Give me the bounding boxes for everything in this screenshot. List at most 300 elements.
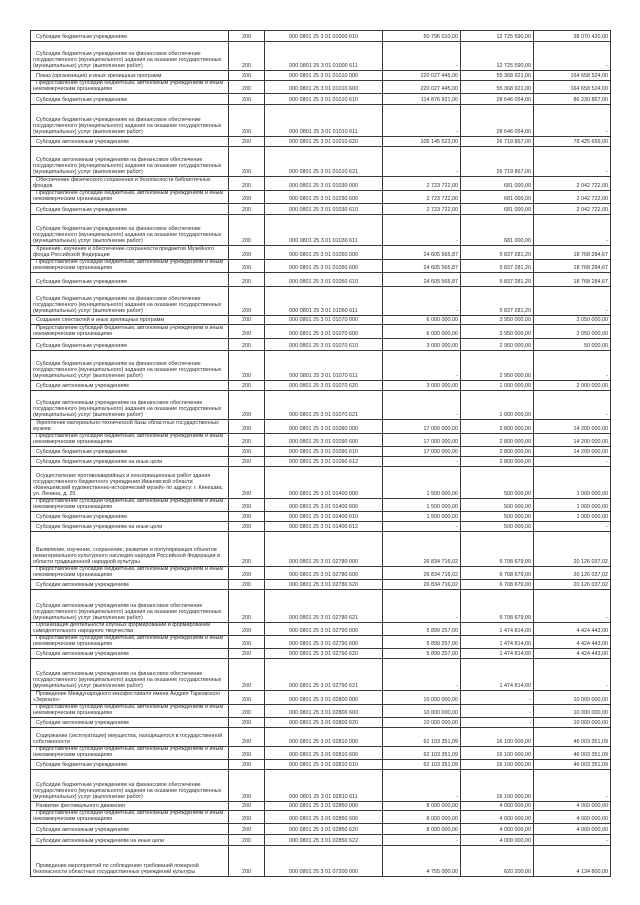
row-description: Субсидии бюджетным учреждениям xyxy=(36,34,127,40)
row-classification-code: 000 0801 25 3 01 07200 000 xyxy=(289,869,358,875)
row-section-code: 200 xyxy=(242,86,251,92)
row-amount-total-cell xyxy=(383,532,461,566)
row-section-code: 200 xyxy=(242,794,251,800)
row-amount-first: 12 725 590,00 xyxy=(496,63,531,69)
row-section-code-cell xyxy=(229,351,265,380)
row-amount-total-cell xyxy=(383,420,461,433)
table-row xyxy=(31,177,611,191)
row-description-cell xyxy=(31,325,229,338)
row-amount-first-cell xyxy=(461,351,534,380)
row-amount-total-cell xyxy=(383,260,461,272)
row-amount-first-cell xyxy=(461,522,534,531)
row-description-cell xyxy=(31,467,229,498)
row-amount-total: 1 500 000,00 xyxy=(426,504,458,510)
table-row xyxy=(31,246,611,260)
table-row xyxy=(31,532,611,567)
row-classification-code: 000 0801 25 3 01 01010 600 xyxy=(289,86,358,92)
row-amount-first: 6 708 679,00 xyxy=(499,559,531,565)
row-classification-code-cell xyxy=(265,71,383,80)
row-section-code-cell xyxy=(229,215,265,245)
row-amount-total-cell xyxy=(383,718,461,727)
row-amount-total-cell xyxy=(383,590,461,622)
row-classification-code: 000 0801 25 3 01 01070 611 xyxy=(289,373,358,379)
row-classification-code: 000 0801 25 3 01 01030 000 xyxy=(289,183,358,189)
row-description-cell xyxy=(31,339,229,350)
row-description: Организация деятельности клубных формирований и формирований самодеятельного народного творчества xyxy=(33,623,211,634)
row-amount-first-cell xyxy=(461,94,534,104)
row-section-code-cell xyxy=(229,705,265,717)
row-amount-total: 3 000 000,00 xyxy=(426,343,458,349)
row-description: Предоставление субсидий бюджетным, автономным учреждениям и иным некоммерческим организациям xyxy=(33,747,224,758)
table-row xyxy=(31,191,611,204)
row-description: Предоставление субсидий бюджетным, автономным учреждениям и иным некоммерческим организациям xyxy=(33,191,224,202)
row-amount-first-cell xyxy=(461,835,534,845)
row-description: Субсидии бюджетным учреждениям на иные цели xyxy=(36,459,163,465)
row-amount-second-cell xyxy=(534,147,611,176)
row-amount-second-cell xyxy=(534,590,611,622)
row-classification-code-cell xyxy=(265,287,383,315)
row-amount-first-cell xyxy=(461,567,534,579)
row-section-code: 200 xyxy=(242,207,251,213)
row-amount-first: 26 719 867,00 xyxy=(496,169,531,175)
table-row xyxy=(31,623,611,636)
row-amount-second: 10 000 000,00 xyxy=(573,710,608,716)
row-amount-total: 26 834 716,02 xyxy=(423,582,458,588)
row-amount-second: 10 000 000,00 xyxy=(573,697,608,703)
table-row xyxy=(31,260,611,273)
row-amount-first: 681 000,00 xyxy=(504,196,531,202)
table-row xyxy=(31,381,611,391)
row-amount-total-cell xyxy=(383,215,461,245)
row-classification-code-cell xyxy=(265,835,383,845)
table-row xyxy=(31,339,611,351)
table-row xyxy=(31,137,611,147)
row-amount-first-cell xyxy=(461,636,534,648)
row-description-cell xyxy=(31,147,229,176)
row-amount-total: - xyxy=(456,683,458,689)
row-amount-second-cell xyxy=(534,42,611,70)
row-amount-total: - xyxy=(456,63,458,69)
row-section-code: 200 xyxy=(242,238,251,244)
row-amount-first: 5 837 281,20 xyxy=(499,308,531,314)
row-amount-first: 681 000,00 xyxy=(504,207,531,213)
row-section-code-cell xyxy=(229,137,265,146)
row-classification-code-cell xyxy=(265,499,383,511)
row-amount-total: 5 899 257,00 xyxy=(426,651,458,657)
row-classification-code: 000 0801 25 3 01 02780 000 xyxy=(289,559,358,565)
row-description-cell xyxy=(31,177,229,190)
row-description-cell xyxy=(31,457,229,466)
row-amount-total: 220 027 445,00 xyxy=(420,73,458,79)
row-amount-total-cell xyxy=(383,42,461,70)
row-amount-second: 14 200 000,00 xyxy=(573,449,608,455)
row-amount-second: 1 000 000,00 xyxy=(576,504,608,510)
row-description-cell xyxy=(31,770,229,801)
row-amount-first: 12 725 590,00 xyxy=(496,34,531,40)
row-description: Субсидии бюджетным учреждениям xyxy=(36,449,127,455)
row-amount-total-cell xyxy=(383,434,461,446)
row-amount-first-cell xyxy=(461,339,534,350)
row-amount-total: - xyxy=(456,308,458,314)
row-description: Предоставление субсидий бюджетным, автономным учреждениям и иным некоммерческим организациям xyxy=(33,260,224,271)
row-amount-second-cell xyxy=(534,760,611,769)
row-description-cell xyxy=(31,835,229,845)
row-amount-second: - xyxy=(606,459,608,465)
table-row xyxy=(31,580,611,590)
row-classification-code-cell xyxy=(265,273,383,286)
row-classification-code: 000 0801 25 3 01 01010 621 xyxy=(289,169,358,175)
row-amount-first-cell xyxy=(461,718,534,727)
row-amount-first-cell xyxy=(461,325,534,338)
row-section-code-cell xyxy=(229,381,265,390)
row-section-code: 200 xyxy=(242,34,251,40)
row-amount-total-cell xyxy=(383,522,461,531)
row-description-cell xyxy=(31,381,229,390)
row-amount-first: 28 646 054,00 xyxy=(496,97,531,103)
row-classification-code: 000 0801 25 3 01 02850 622 xyxy=(289,838,358,844)
row-amount-first-cell xyxy=(461,447,534,456)
row-section-code: 200 xyxy=(242,317,251,323)
row-section-code-cell xyxy=(229,811,265,823)
row-section-code-cell xyxy=(229,434,265,446)
row-amount-first-cell xyxy=(461,273,534,286)
row-section-code-cell xyxy=(229,747,265,759)
row-amount-total-cell xyxy=(383,580,461,589)
row-amount-second-cell xyxy=(534,659,611,690)
row-section-code-cell xyxy=(229,204,265,214)
row-section-code: 200 xyxy=(242,838,251,844)
row-section-code-cell xyxy=(229,339,265,350)
row-classification-code-cell xyxy=(265,447,383,456)
row-classification-code-cell xyxy=(265,636,383,648)
row-amount-total: 114 876 921,00 xyxy=(420,97,458,103)
table-row xyxy=(31,835,611,846)
row-classification-code-cell xyxy=(265,532,383,566)
row-classification-code-cell xyxy=(265,215,383,245)
row-amount-first: 620 200,00 xyxy=(504,869,531,875)
row-amount-first: - xyxy=(529,697,531,703)
table-row xyxy=(31,567,611,580)
row-amount-total-cell xyxy=(383,747,461,759)
row-amount-first: - xyxy=(529,720,531,726)
row-amount-total: 62 103 351,09 xyxy=(423,762,458,768)
row-amount-first: 26 719 867,00 xyxy=(496,139,531,145)
row-description: Развитие фестивального движения xyxy=(36,803,125,809)
row-amount-first: 3 950 000,00 xyxy=(499,331,531,337)
row-classification-code: 000 0801 25 3 01 02780 621 xyxy=(289,615,358,621)
row-amount-first-cell xyxy=(461,659,534,690)
row-description: Субсидии бюджетным учреждениям на финансовое обеспечение государственного (муниципального) задания на оказание государственных (муниципальных) услуг (выполнение работ) xyxy=(33,117,222,135)
row-section-code: 200 xyxy=(242,491,251,497)
table-row xyxy=(31,105,611,137)
row-amount-first: 500 000,00 xyxy=(504,514,531,520)
row-classification-code-cell xyxy=(265,623,383,635)
row-description: Субсидии автономным учреждениям на финансовое обеспечение государственного (муниципального) задания на оказание государственных (муниципальных) услуг (выполнение работ) xyxy=(33,157,222,175)
row-description-cell xyxy=(31,691,229,704)
row-amount-total: 50 796 010,00 xyxy=(423,34,458,40)
row-amount-second-cell xyxy=(534,457,611,466)
row-section-code: 200 xyxy=(242,514,251,520)
row-section-code-cell xyxy=(229,659,265,690)
row-amount-second-cell xyxy=(534,287,611,315)
row-amount-total: - xyxy=(456,238,458,244)
row-classification-code: 000 0801 25 3 01 02790 600 xyxy=(289,641,358,647)
row-description: Предоставление субсидий бюджетным, автономным учреждениям и иным некоммерческим организациям xyxy=(33,81,224,92)
row-amount-total-cell xyxy=(383,811,461,823)
row-classification-code: 000 0801 25 3 01 01400 612 xyxy=(289,524,358,530)
row-section-code-cell xyxy=(229,649,265,658)
row-amount-second: 4 424 443,00 xyxy=(576,641,608,647)
row-amount-total-cell xyxy=(383,567,461,579)
row-amount-total-cell xyxy=(383,835,461,845)
row-amount-total-cell xyxy=(383,191,461,203)
row-description: Субсидии бюджетным учреждениям на финансовое обеспечение государственного (муниципального) задания на оказание государственных (муниципальных) услуг (выполнение работ) xyxy=(33,361,222,379)
row-classification-code: 000 0801 25 3 01 02800 000 xyxy=(289,697,358,703)
row-amount-second: 78 425 656,00 xyxy=(573,139,608,145)
row-amount-total: - xyxy=(456,169,458,175)
row-description-cell xyxy=(31,420,229,433)
row-classification-code: 000 0801 25 3 01 02850 620 xyxy=(289,827,358,833)
row-amount-first: 500 000,00 xyxy=(504,504,531,510)
row-classification-code-cell xyxy=(265,147,383,176)
row-section-code-cell xyxy=(229,273,265,286)
row-description: Субсидии автономным учреждениям xyxy=(36,720,129,726)
row-section-code: 200 xyxy=(242,265,251,271)
row-description-cell xyxy=(31,512,229,521)
row-amount-second-cell xyxy=(534,391,611,419)
row-amount-second: - xyxy=(606,794,608,800)
row-amount-second: 50 000,00 xyxy=(584,343,608,349)
row-amount-second: 4 424 443,00 xyxy=(576,651,608,657)
row-classification-code-cell xyxy=(265,137,383,146)
row-amount-total-cell xyxy=(383,273,461,286)
row-description: Содержание (эксплуатация) имущества, находящегося в государственной собственности xyxy=(33,733,223,745)
row-description: Показ (организация) и иных зрелищных программ xyxy=(36,73,162,79)
row-classification-code-cell xyxy=(265,691,383,704)
row-section-code-cell xyxy=(229,71,265,80)
row-description: Укрепление материально-технической базы областных государственных музеев xyxy=(33,420,219,432)
row-amount-second: 10 000 000,00 xyxy=(573,720,608,726)
row-amount-total-cell xyxy=(383,246,461,259)
row-section-code-cell xyxy=(229,760,265,769)
row-classification-code-cell xyxy=(265,420,383,433)
row-amount-second-cell xyxy=(534,567,611,579)
row-classification-code: 000 0801 25 3 01 01070 000 xyxy=(289,317,358,323)
row-amount-total-cell xyxy=(383,177,461,190)
table-row xyxy=(31,846,611,877)
row-section-code: 200 xyxy=(242,343,251,349)
row-amount-total-cell xyxy=(383,316,461,324)
row-description-cell xyxy=(31,215,229,245)
row-amount-second: 4 134 800,00 xyxy=(576,869,608,875)
row-amount-second: - xyxy=(606,412,608,418)
row-amount-total: 3 000 000,00 xyxy=(426,383,458,389)
row-amount-second: - xyxy=(606,683,608,689)
row-classification-code: 000 0801 25 3 01 01090 000 xyxy=(289,426,358,432)
row-amount-total: 5 899 257,00 xyxy=(426,641,458,647)
row-classification-code-cell xyxy=(265,434,383,446)
row-section-code-cell xyxy=(229,191,265,203)
row-classification-code: 000 0801 25 3 01 02800 600 xyxy=(289,710,358,716)
row-amount-first-cell xyxy=(461,137,534,146)
row-amount-first-cell xyxy=(461,215,534,245)
row-section-code: 200 xyxy=(242,439,251,445)
row-description: Субсидии бюджетным учреждениям xyxy=(36,514,127,520)
row-amount-second-cell xyxy=(534,137,611,146)
row-amount-second: 1 000 000,00 xyxy=(576,514,608,520)
row-amount-first: 55 368 921,00 xyxy=(496,73,531,79)
row-amount-second: 46 003 351,09 xyxy=(573,762,608,768)
row-amount-second: - xyxy=(606,308,608,314)
row-section-code-cell xyxy=(229,691,265,704)
row-amount-second: 20 126 037,02 xyxy=(573,559,608,565)
row-description: Субсидии бюджетным учреждениям на иные цели xyxy=(36,524,163,530)
row-amount-first: 16 100 000,00 xyxy=(496,762,531,768)
row-section-code: 200 xyxy=(242,73,251,79)
row-classification-code: 000 0801 25 3 01 01010 611 xyxy=(289,129,358,135)
row-description-cell xyxy=(31,659,229,690)
row-amount-first: 1 474 814,00 xyxy=(499,641,531,647)
row-amount-first: 2 950 000,00 xyxy=(499,343,531,349)
row-section-code-cell xyxy=(229,94,265,104)
row-amount-first: 5 837 281,20 xyxy=(499,279,531,285)
row-amount-first-cell xyxy=(461,71,534,80)
row-description: Осуществление противоаварийных и консервационных работ здания государственного бюджетного учреждения Ивановской области «Кинешемский художественно-исторический музей» по адресу: г. Кинешма, ул. Ленина, д. 25 xyxy=(33,473,224,497)
row-amount-first-cell xyxy=(461,802,534,810)
row-amount-second-cell xyxy=(534,532,611,566)
row-classification-code: 000 0801 25 3 01 01010 610 xyxy=(289,97,358,103)
row-amount-total-cell xyxy=(383,499,461,511)
row-description: Предоставление субсидий бюджетным, автономным учреждениям и иным некоммерческим организациям xyxy=(33,567,224,578)
row-amount-second-cell xyxy=(534,835,611,845)
row-amount-total-cell xyxy=(383,105,461,136)
row-amount-total-cell xyxy=(383,691,461,704)
row-amount-second: - xyxy=(606,63,608,69)
row-amount-first: 3 950 000,00 xyxy=(499,317,531,323)
row-section-code-cell xyxy=(229,623,265,635)
row-classification-code-cell xyxy=(265,260,383,272)
row-amount-total-cell xyxy=(383,659,461,690)
row-amount-second-cell xyxy=(534,246,611,259)
row-amount-first: 1 000 000,00 xyxy=(499,412,531,418)
row-description-cell xyxy=(31,728,229,746)
row-description: Субсидии автономным учреждениям на финансовое обеспечение государственного (муниципального) задания на оказание государственных (муниципальных) услуг (выполнение работ) xyxy=(33,603,222,621)
row-classification-code-cell xyxy=(265,659,383,690)
row-description-cell xyxy=(31,81,229,93)
row-amount-total-cell xyxy=(383,705,461,717)
row-amount-second-cell xyxy=(534,273,611,286)
row-classification-code-cell xyxy=(265,381,383,390)
row-amount-total: 24 605 565,87 xyxy=(423,279,458,285)
row-description-cell xyxy=(31,71,229,80)
row-amount-second: 4 424 443,00 xyxy=(576,628,608,634)
table-row xyxy=(31,434,611,447)
row-classification-code: 000 0801 25 3 01 01400 000 xyxy=(289,491,358,497)
row-section-code: 200 xyxy=(242,803,251,809)
row-description-cell xyxy=(31,316,229,324)
row-amount-second: - xyxy=(606,169,608,175)
table-row xyxy=(31,705,611,718)
row-section-code-cell xyxy=(229,567,265,579)
row-section-code-cell xyxy=(229,636,265,648)
table-row xyxy=(31,42,611,71)
row-section-code: 200 xyxy=(242,504,251,510)
row-classification-code: 000 0801 25 3 01 02810 611 xyxy=(289,794,358,800)
row-amount-first-cell xyxy=(461,457,534,466)
row-section-code: 200 xyxy=(242,129,251,135)
row-description-cell xyxy=(31,246,229,259)
row-classification-code: 000 0801 25 3 01 02790 000 xyxy=(289,628,358,634)
table-row xyxy=(31,71,611,81)
row-section-code-cell xyxy=(229,457,265,466)
row-classification-code-cell xyxy=(265,339,383,350)
row-amount-first-cell xyxy=(461,246,534,259)
row-amount-second: 18 768 284,67 xyxy=(573,265,608,271)
row-amount-second-cell xyxy=(534,260,611,272)
row-amount-first-cell xyxy=(461,381,534,390)
row-amount-second-cell xyxy=(534,691,611,704)
row-classification-code: 000 0801 25 3 01 01030 610 xyxy=(289,207,358,213)
row-classification-code-cell xyxy=(265,204,383,214)
table-row xyxy=(31,467,611,499)
row-description-cell xyxy=(31,580,229,589)
row-section-code-cell xyxy=(229,532,265,566)
row-classification-code: 000 0801 25 3 01 01090 610 xyxy=(289,449,358,455)
row-section-code-cell xyxy=(229,824,265,834)
table-row xyxy=(31,316,611,325)
row-classification-code-cell xyxy=(265,351,383,380)
row-classification-code-cell xyxy=(265,590,383,622)
row-amount-total-cell xyxy=(383,770,461,801)
table-row xyxy=(31,457,611,467)
row-amount-first-cell xyxy=(461,747,534,759)
row-description: Выявление, изучение, сохранение, развитие и популяризация объектов нематериального культурного наследия народов Российской Федерации в области традиционной народной культуры xyxy=(33,547,220,565)
table-row xyxy=(31,718,611,728)
row-amount-total: 8 000 000,00 xyxy=(426,827,458,833)
row-section-code-cell xyxy=(229,287,265,315)
row-amount-second-cell xyxy=(534,325,611,338)
row-amount-total: 62 103 351,09 xyxy=(423,739,458,745)
row-amount-second: 164 658 524,00 xyxy=(570,73,608,79)
row-section-code: 200 xyxy=(242,459,251,465)
row-section-code: 200 xyxy=(242,449,251,455)
row-amount-total: - xyxy=(456,794,458,800)
row-classification-code: 000 0801 25 3 01 01030 611 xyxy=(289,238,358,244)
row-amount-second-cell xyxy=(534,71,611,80)
row-description-cell xyxy=(31,351,229,380)
row-classification-code-cell xyxy=(265,824,383,834)
row-description: Создание спектаклей и иных зрелищных программ xyxy=(36,317,165,323)
row-section-code-cell xyxy=(229,467,265,498)
row-section-code-cell xyxy=(229,846,265,876)
row-amount-second: 20 126 037,02 xyxy=(573,572,608,578)
row-description: Предоставление субсидий бюджетным, автономным учреждениям и иным некоммерческим организациям xyxy=(33,434,224,445)
row-description: Предоставление субсидий бюджетным, автономным учреждениям и иным некоммерческим организациям xyxy=(33,636,224,647)
row-section-code: 200 xyxy=(242,816,251,822)
table-row xyxy=(31,649,611,659)
row-amount-second-cell xyxy=(534,718,611,727)
row-classification-code: 000 0801 25 3 01 02810 600 xyxy=(289,752,358,758)
row-amount-total-cell xyxy=(383,351,461,380)
row-amount-total: 2 723 722,00 xyxy=(426,196,458,202)
row-section-code-cell xyxy=(229,81,265,93)
row-amount-first-cell xyxy=(461,191,534,203)
row-description-cell xyxy=(31,31,229,41)
row-amount-second: 14 200 000,00 xyxy=(573,439,608,445)
row-amount-first-cell xyxy=(461,846,534,876)
row-amount-total: 10 000 000,00 xyxy=(423,710,458,716)
table-row xyxy=(31,287,611,316)
